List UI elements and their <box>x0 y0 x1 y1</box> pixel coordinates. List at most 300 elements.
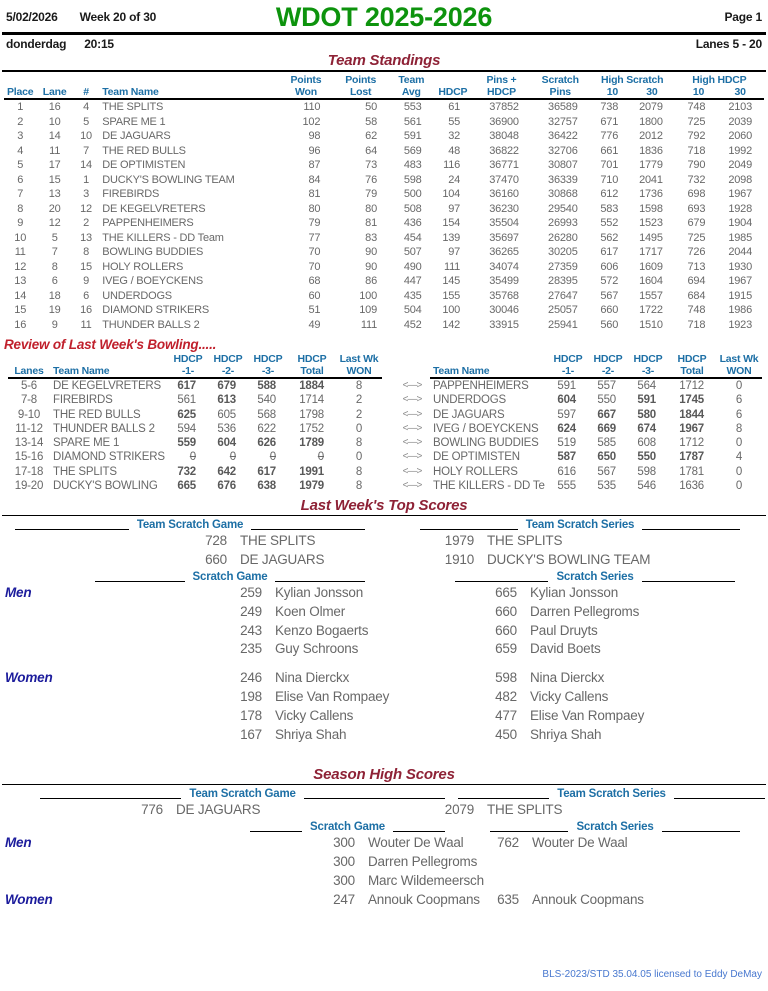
men-series-row-list <box>384 584 768 659</box>
team-series-row <box>384 551 768 570</box>
lane: 14 <box>48 130 61 142</box>
hdcp-g3: 568 <box>257 408 276 421</box>
team-name: DE OPTIMISTEN <box>433 451 520 464</box>
col-hdcp1: -1- <box>168 365 208 378</box>
pins-plus-hdcp: 35768 <box>489 289 519 302</box>
team-series-header-half <box>384 518 768 532</box>
team-avg: 561 <box>403 115 422 128</box>
entry-name: DE JAGUARS <box>240 552 325 568</box>
high-scratch-10: 572 <box>600 275 619 287</box>
weekday: donderdag <box>6 37 67 51</box>
header-line <box>490 831 568 832</box>
score-value: 247 <box>333 891 355 907</box>
high-scratch-30: 1717 <box>639 246 663 258</box>
pins-plus-hdcp: 33915 <box>489 318 519 331</box>
header-line <box>304 798 445 799</box>
hdcp-g2: 667 <box>597 408 616 421</box>
points-won: 60 <box>308 289 321 302</box>
review-header-left <box>8 353 382 378</box>
review-title: Review of Last Week's Bowling..... <box>4 337 217 352</box>
high-scratch-30: 1604 <box>639 275 663 287</box>
header-line <box>642 581 735 582</box>
place: 11 <box>14 246 26 258</box>
hdcp-g1: 561 <box>177 394 196 407</box>
hdcp-g1: 625 <box>177 408 196 421</box>
standings-row <box>4 303 764 318</box>
hdcp-total: 1781 <box>679 465 704 478</box>
hdcp: 116 <box>443 159 461 171</box>
hdcp-g3: 540 <box>257 394 276 407</box>
last-week-won: 6 <box>735 408 743 421</box>
review-row-right <box>394 479 762 493</box>
scratch-series-header <box>490 820 740 834</box>
women-group <box>0 669 768 744</box>
spacer <box>36 74 72 86</box>
points-lost: 58 <box>365 115 378 128</box>
team-name: THE RED BULLS <box>102 144 186 157</box>
score-value: 477 <box>495 707 517 723</box>
women-series-row <box>384 688 768 707</box>
season-high-scores-title: Season High Scores <box>313 766 455 784</box>
points-lost: 50 <box>365 101 378 113</box>
header-line <box>420 529 518 530</box>
hdcp-g1: 559 <box>177 437 196 450</box>
page-header <box>0 0 768 31</box>
pins-plus-hdcp: 35697 <box>489 231 519 244</box>
entry-name: Wouter De Waal <box>368 835 464 851</box>
high-scratch-10: 671 <box>600 115 619 128</box>
scratch-pins: 36422 <box>548 130 578 142</box>
team-name: PAPPENHEIMERS <box>102 217 194 229</box>
review-row-left <box>8 422 382 436</box>
spacer <box>434 74 473 86</box>
team-name: BOWLING BUDDIES <box>102 246 204 258</box>
entry-name: THE SPLITS <box>487 802 563 818</box>
team-number: 9 <box>83 275 90 287</box>
score-value: 660 <box>205 552 227 568</box>
hdcp: 155 <box>442 289 461 302</box>
men-scores <box>0 834 768 890</box>
col-won: WON <box>716 365 762 378</box>
hdcp-g2: 567 <box>597 465 616 478</box>
team-avg: 490 <box>403 260 422 273</box>
hdcp-g2: 0 <box>229 451 236 464</box>
points-lost: 73 <box>365 159 378 171</box>
col-place: Place <box>4 86 36 99</box>
team-game-header-half <box>0 787 450 801</box>
lanes-pair: 5-6 <box>20 380 38 392</box>
spacer <box>8 353 50 365</box>
hdcp-total: 1979 <box>299 480 324 493</box>
team-name: THE SPLITS <box>102 101 164 113</box>
scratch-series-header-label: Scratch Series <box>556 570 634 583</box>
points-lost: 86 <box>365 275 378 287</box>
women-game-row-list <box>0 669 390 744</box>
hdcp-g3: 564 <box>637 380 656 392</box>
header-line <box>251 529 365 530</box>
points-won: 84 <box>308 173 321 186</box>
scratch-series-header-half <box>384 570 768 584</box>
high-scratch-30: 1722 <box>639 304 663 316</box>
col-hdcp2: -2- <box>208 365 248 378</box>
last-week-top-scores-title: Last Week's Top Scores <box>300 497 468 515</box>
team-name: THE SPLITS <box>53 465 117 478</box>
points-won: 80 <box>308 202 321 215</box>
high-hdcp-10: 790 <box>687 159 706 171</box>
team-avg: 504 <box>403 304 422 316</box>
place: 14 <box>14 289 27 302</box>
score-value: 776 <box>141 802 163 818</box>
team-scratch-game-header <box>40 787 445 801</box>
points-lost: 90 <box>365 246 378 258</box>
last-week-won: 8 <box>355 480 363 493</box>
col-hdcp3: -3- <box>628 365 668 378</box>
team-name: THE KILLERS - DD Te <box>433 480 545 493</box>
entry-name: Wouter De Waal <box>532 835 628 851</box>
lane: 12 <box>48 217 61 229</box>
last-week-won: 2 <box>355 394 363 407</box>
col-total-top: HDCP <box>297 353 327 365</box>
col-points-won: Won <box>280 86 333 99</box>
team-game-row <box>0 801 384 820</box>
software-license-note: BLS-2023/STD 35.04.05 licensed to Eddy DeMay <box>542 969 762 980</box>
hdcp-total: 1787 <box>679 451 704 464</box>
high-scratch-10: 583 <box>600 202 619 215</box>
lane: 9 <box>51 318 58 331</box>
points-lost: 111 <box>360 318 378 331</box>
team-scratch-series-header-label: Team Scratch Series <box>557 788 666 801</box>
lanes-range: Lanes 5 - 20 <box>695 37 762 51</box>
review-row-left <box>8 479 382 493</box>
col-scratch-pins: Pins <box>531 86 590 99</box>
team-name: BOWLING BUDDIES <box>433 437 539 450</box>
pins-plus-hdcp: 34074 <box>489 260 519 273</box>
col-won: WON <box>336 365 382 378</box>
team-name: DE KEGELVRETERS <box>102 202 206 215</box>
place: 4 <box>17 144 24 157</box>
header-week: Week 20 of 30 <box>79 10 157 24</box>
high-scratch-10: 552 <box>600 217 619 229</box>
women-label: Women <box>5 891 53 907</box>
col-hdcp1: -1- <box>548 365 588 378</box>
women-scores <box>0 669 768 744</box>
hdcp-g2: 605 <box>217 408 236 421</box>
high-scratch-30: 1557 <box>639 289 663 302</box>
last-week-won: 8 <box>355 380 363 392</box>
men-game-row <box>0 872 484 891</box>
hdcp-total: 1714 <box>299 394 324 407</box>
hdcp-g2: 604 <box>217 437 236 450</box>
standings-row <box>4 173 764 188</box>
high-scratch-30: 1800 <box>639 115 663 128</box>
place: 2 <box>17 115 24 128</box>
men-game-row <box>0 584 384 603</box>
men-game-row-list <box>0 584 384 659</box>
last-week-won: 6 <box>735 394 743 407</box>
hdcp-g3: 598 <box>637 465 656 478</box>
standings-body <box>4 99 764 332</box>
high-hdcp-10: 725 <box>687 231 706 244</box>
entry-name: Elise Van Rompaey <box>275 688 390 704</box>
hdcp-total: 1712 <box>679 380 704 392</box>
points-won: 49 <box>308 318 321 331</box>
lane: 11 <box>49 144 61 157</box>
col-lane: Lane <box>36 86 72 99</box>
spacer <box>4 74 36 86</box>
season-title-rule <box>2 784 766 785</box>
review-row-right <box>394 422 762 436</box>
high-scratch-30: 1736 <box>639 188 663 200</box>
col-hdcp2-top: HDCP <box>213 353 243 365</box>
hdcp-g3: 622 <box>257 422 276 435</box>
entry-name: David Boets <box>530 641 601 657</box>
standings-row <box>4 144 764 159</box>
standings-row <box>4 231 764 246</box>
score-value: 635 <box>497 891 519 907</box>
team-name: DUCKY'S BOWLING TEAM <box>102 173 235 186</box>
men-scores <box>0 584 768 659</box>
review-row-right <box>394 465 762 479</box>
team-name: DE JAGUARS <box>102 130 171 142</box>
hdcp-total: 1752 <box>299 422 324 435</box>
score-value: 178 <box>240 707 262 723</box>
place: 5 <box>17 159 24 171</box>
team-number: 13 <box>80 231 92 244</box>
team-avg: 454 <box>403 231 422 244</box>
hdcp-g1: 604 <box>557 394 576 407</box>
col-scratch-pins-top: Scratch <box>541 74 579 86</box>
review-row-right <box>394 378 762 393</box>
points-lost: 90 <box>365 260 378 273</box>
team-avg: 553 <box>403 101 422 113</box>
pins-plus-hdcp: 37852 <box>489 101 519 113</box>
place: 1 <box>17 101 24 113</box>
team-avg: 507 <box>403 246 422 258</box>
high-hdcp-30: 1967 <box>728 188 752 200</box>
hdcp-g3: 588 <box>257 380 276 392</box>
high-scratch-30: 1598 <box>639 202 663 215</box>
high-scratch-10: 738 <box>600 101 619 113</box>
hdcp-g3: 638 <box>257 480 276 493</box>
scratch-pins: 32706 <box>548 144 578 157</box>
scratch-game-header-half <box>0 820 450 834</box>
pins-plus-hdcp: 35504 <box>489 217 519 229</box>
versus-arrow-icon: <—> <box>402 451 422 463</box>
col-hdcp3-top: HDCP <box>633 353 663 365</box>
team-series-row <box>384 532 768 551</box>
team-number: 14 <box>80 159 92 171</box>
header-line <box>642 529 740 530</box>
scratch-pins: 25057 <box>548 304 578 316</box>
entry-name: Annouk Coopmans <box>532 891 644 907</box>
points-won: 98 <box>308 130 321 142</box>
last-week-top-scores-section <box>0 518 768 744</box>
score-value: 598 <box>495 670 517 686</box>
team-game-row <box>0 532 384 551</box>
score-value: 660 <box>495 622 517 638</box>
score-value: 300 <box>333 853 355 869</box>
pins-plus-hdcp: 30046 <box>489 304 519 316</box>
scratch-pins: 26993 <box>548 217 578 229</box>
team-name: IVEG / BOEYCKENS <box>102 275 203 287</box>
high-scratch-10: 560 <box>600 318 619 331</box>
women-group <box>0 891 768 910</box>
spacer <box>394 365 430 378</box>
col-high-hdcp: High HDCP <box>692 74 747 86</box>
col-lanes: Lanes <box>8 365 50 378</box>
spacer <box>394 353 430 365</box>
high-hdcp-30: 1923 <box>728 318 752 331</box>
entry-name: Nina Dierckx <box>530 670 605 686</box>
scratch-pins: 36339 <box>548 173 578 186</box>
standings-row <box>4 216 764 231</box>
high-hdcp-10: 694 <box>687 275 706 287</box>
points-won: 110 <box>303 101 321 113</box>
hdcp-total: 1844 <box>679 408 704 421</box>
team-number: 5 <box>83 115 90 128</box>
team-name: FIREBIRDS <box>102 188 160 200</box>
women-game-row-list <box>0 891 480 910</box>
men-group <box>0 834 768 890</box>
standings-row <box>4 274 764 289</box>
standings-row <box>4 245 764 260</box>
hdcp: 61 <box>448 101 461 113</box>
subheader <box>0 35 768 51</box>
hdcp: 100 <box>442 304 461 316</box>
high-scratch-30: 2079 <box>639 101 663 113</box>
score-value: 665 <box>495 584 517 600</box>
team-number: 12 <box>80 202 92 215</box>
col-pins-hdcp: HDCP <box>472 86 531 99</box>
high-hdcp-30: 2103 <box>728 101 752 113</box>
team-name: THE RED BULLS <box>53 408 141 421</box>
hdcp-g1: 617 <box>177 380 196 392</box>
entry-name: Kenzo Bogaerts <box>275 622 369 638</box>
team-avg: 483 <box>403 159 422 171</box>
entry-name: Kylian Jonsson <box>275 584 364 600</box>
col-team-name: Team Name <box>50 365 168 378</box>
last-week-won: 8 <box>355 437 363 450</box>
lane: 7 <box>51 246 58 258</box>
high-scratch-10: 710 <box>600 173 619 186</box>
women-game-row <box>0 688 390 707</box>
high-hdcp-10: 725 <box>687 115 706 128</box>
team-name: DE KEGELVRETERS <box>53 380 161 392</box>
high-hdcp-30: 1930 <box>728 260 752 273</box>
team-series-header-half <box>450 787 768 801</box>
hdcp-g2: 535 <box>597 480 616 493</box>
entry-name: Nina Dierckx <box>275 670 350 686</box>
men-series-row-list <box>384 834 768 890</box>
hdcp-g3: 626 <box>257 437 276 450</box>
men-series-row <box>384 640 768 659</box>
score-value: 1910 <box>444 552 474 568</box>
scratch-pins: 32757 <box>548 115 578 128</box>
col-hdcp1-top: HDCP <box>173 353 203 365</box>
hdcp-total: 1789 <box>299 437 324 450</box>
pins-plus-hdcp: 36265 <box>489 246 519 258</box>
last-week-won: 0 <box>355 422 363 435</box>
team-scratch-series-header <box>458 787 765 801</box>
entry-name: Vicky Callens <box>530 688 609 704</box>
hdcp-g1: 587 <box>557 451 576 464</box>
scratch-series-header <box>455 570 735 584</box>
men-series-row <box>384 603 768 622</box>
hdcp: 24 <box>448 173 461 186</box>
score-value: 2079 <box>444 802 474 818</box>
hdcp-g2: 679 <box>217 380 236 392</box>
team-number: 11 <box>80 318 92 331</box>
team-avg: 452 <box>403 318 422 331</box>
hdcp-g3: 546 <box>637 480 656 493</box>
hdcp-g1: 624 <box>557 422 576 435</box>
team-number: 3 <box>83 188 90 200</box>
col-points-won-top: Points <box>290 74 322 86</box>
review-row-left <box>8 450 382 464</box>
entry-name: Shriya Shah <box>275 726 347 742</box>
high-hdcp-30: 2049 <box>728 159 752 171</box>
hdcp-total: 1745 <box>679 394 704 407</box>
hdcp-total: 1712 <box>679 437 704 450</box>
team-scratch-series-header-label: Team Scratch Series <box>525 519 635 532</box>
hdcp: 139 <box>442 231 461 244</box>
col-hdcp2: -2- <box>588 365 628 378</box>
men-game-row <box>0 834 464 853</box>
hdcp-g1: 732 <box>177 465 196 478</box>
review-row-right <box>394 436 762 450</box>
last-week-won: 0 <box>355 451 363 464</box>
high-hdcp-30: 2098 <box>728 173 752 186</box>
lanes-pair: 9-10 <box>17 408 41 421</box>
points-lost: 76 <box>365 173 378 186</box>
pins-plus-hdcp: 36900 <box>489 115 519 128</box>
high-hdcp-10: 748 <box>687 304 706 316</box>
high-scratch-10: 701 <box>600 159 619 171</box>
col-team-name: Team Name <box>99 86 279 99</box>
standings-row <box>4 187 764 202</box>
high-scratch-10: 606 <box>600 260 619 273</box>
high-scratch-10: 660 <box>600 304 619 316</box>
scratch-game-header <box>95 570 365 584</box>
men-game-row-list <box>0 834 484 890</box>
high-scratch-30: 1523 <box>639 217 663 229</box>
place: 6 <box>17 173 24 186</box>
team-name: HOLY ROLLERS <box>433 465 518 478</box>
team-name: UNDERDOGS <box>433 394 506 407</box>
high-hdcp-30: 1986 <box>728 304 752 316</box>
high-scratch-30: 1609 <box>639 260 663 273</box>
versus-arrow-icon: <—> <box>402 465 422 477</box>
versus-arrow-icon: <—> <box>402 422 422 434</box>
header-line <box>40 798 181 799</box>
points-won: 96 <box>308 144 321 157</box>
score-value: 659 <box>495 641 517 657</box>
place: 16 <box>14 318 27 331</box>
lane: 6 <box>51 275 58 287</box>
scratch-pins: 30205 <box>548 246 578 258</box>
team-name: THE KILLERS - DD Team <box>102 231 224 244</box>
lane: 16 <box>48 101 61 113</box>
versus-arrow-icon: <—> <box>402 408 422 420</box>
men-game-row <box>0 853 478 872</box>
men-series-row <box>384 622 768 641</box>
points-lost: 64 <box>365 144 378 157</box>
scratch-pins: 25941 <box>548 318 578 331</box>
hdcp-g2: 642 <box>217 465 236 478</box>
review-section <box>8 353 766 493</box>
entry-name: Shriya Shah <box>530 726 602 742</box>
score-value: 259 <box>240 584 262 600</box>
